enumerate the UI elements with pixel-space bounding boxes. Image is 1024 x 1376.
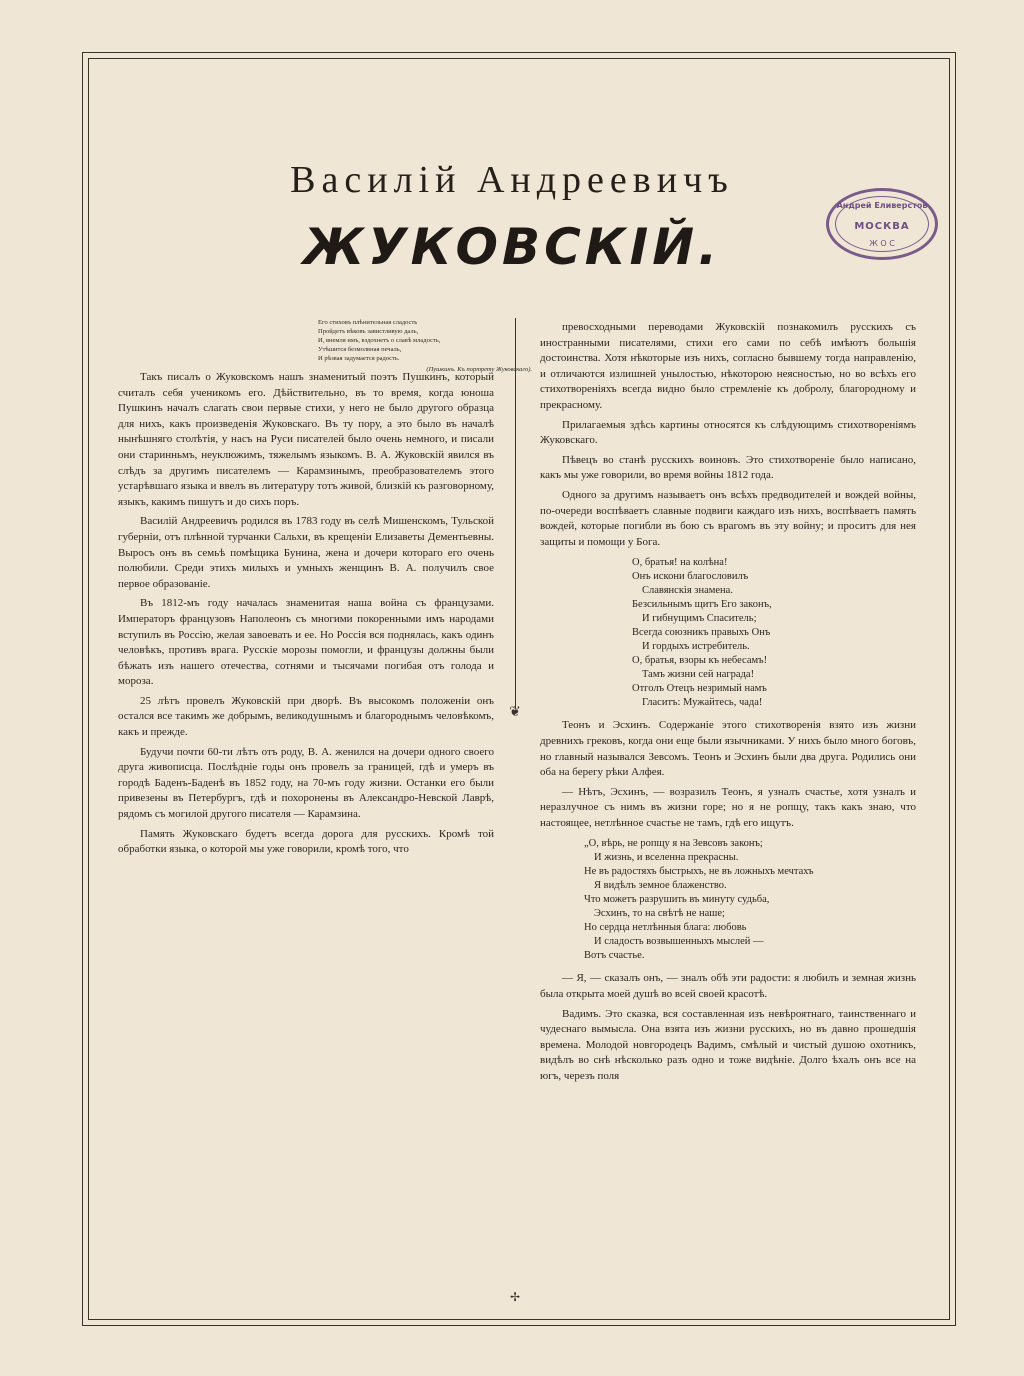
column-divider xyxy=(515,318,517,708)
poem-line: Эсхинъ, то на свѣтѣ не наше; xyxy=(594,908,725,920)
epigraph-line: Утѣшится безмолвная печаль, xyxy=(318,346,402,353)
poem-line: И гордыхъ истребитель. xyxy=(642,641,750,653)
title-surname: ЖУКОВСКІЙ. xyxy=(302,218,722,276)
paragraph: Одного за другимъ называетъ онъ всѣхъ предводителей и вождей войны, по-очереди воспѣваетъ славные подвиги каждаго изъ нихъ, воспѣваетъ память вождей, которые погибли въ бою съ врагомъ въ эту войну; и проситъ для нея защиты и помощи у Бога. xyxy=(540,488,916,548)
poem-line: И гибнущимъ Спаситель; xyxy=(642,613,757,625)
epigraph-line: И, внемля имъ, вздохнетъ о славѣ младость, xyxy=(318,337,441,344)
poem-line: Тамъ жизни сей награда! xyxy=(642,669,755,681)
paragraph: — Я, — сказалъ онъ, — зналъ обѣ эти радости: я любилъ и земная жизнь была открыта моей душѣ во всей своей красотѣ. xyxy=(540,972,916,1001)
epigraph-source: (Пушкинъ. Къ портрету Жуковскаго). xyxy=(426,366,532,373)
poem-line: Славянскія знамена. xyxy=(642,585,733,597)
poem-teon xyxy=(584,837,916,963)
poem-line: Но сердца нетлѣнныя блага: любовь xyxy=(584,922,747,934)
poem-line: О, братья, взоры къ небесамъ! xyxy=(632,655,768,667)
paragraph: Теонъ и Эсхинъ. Содержаніе этого стихотворенія взято изъ жизни древнихъ грековъ, когда они еще были язычниками. У нихъ было много боговъ, но главный назывался Зевсомъ. Теонъ и Эсхинъ были два друга. Родились они оба на берегу рѣки Алфея. xyxy=(540,719,916,779)
stamp-owner-name: Андрей Еливерстов xyxy=(836,201,928,210)
library-stamp xyxy=(826,188,938,260)
paragraph: Вадимъ. Это сказка, вся составленная изъ невѣроятнаго, таинственнаго и чудеснаго вымысла. Она взята изъ жизни русскихъ, но въ давно прошедшія времена. Молодой новгородецъ Вадимъ, смѣлый и чистый душою охотникъ, видѣлъ во снѣ нѣсколько разъ одно и тоже видѣніе. Долго ѣхалъ онъ все на югъ, черезъ поля xyxy=(540,1007,916,1083)
paragraph: Такъ писалъ о Жуковскомъ нашъ знаменитый поэтъ Пушкинъ, который считалъ себя ученикомъ его. Дѣйствительно, въ то время, когда юноша Пушкинъ началъ слагать свои первые стихи, у него не было другого образца для нихъ, какъ произведенія Жуковскаго. Въ ту пору, а это было въ началѣ нынѣшняго столѣтія, у насъ на Руси писателей было очень немного, и писали они старинньмъ, неуклюжимъ, тяжелымъ языкомъ. В. А. Жуковскій явился въ слѣдъ за другимъ писателемъ — Карамзинымъ, преобразователемъ этого устарѣвшаго языка и ввелъ въ литературу тотъ живой, близкій къ разговорному, языкъ, какимъ пишутъ и до сихъ поръ. xyxy=(118,371,494,508)
paragraph: Въ 1812-мъ году началась знаменитая наша война съ французами. Императоръ французовъ Наполеонъ съ многими покоренными имъ народами вступилъ въ Россію, желая завоевать и ее. Но Россія вся поднялась, какъ одинъ человѣкъ, противъ врага. Русскіе морозы помогли, и французы должны были бѣжать изъ нашего отечества, сотнями и тысячами погибая отъ голода и мороза. xyxy=(118,597,494,688)
poem-line: Вотъ счастье. xyxy=(584,950,645,962)
bottom-ornament-icon: ✢ xyxy=(509,1290,521,1304)
paragraph: Василій Андреевичъ родился въ 1783 году въ селѣ Мишенскомъ, Тульской губерніи, отъ плѣнной турчанки Сальхи, въ крещеніи Елизаветы Дементьевны. Выросъ онъ въ семьѣ помѣщика Бунина, жена и дочери котораго его очень полюбили. Среди этихъ милыхъ и умныхъ женщинъ В. А. получилъ свое первое образованіе. xyxy=(118,515,494,590)
poem-line: О, братья! на колѣна! xyxy=(632,557,728,569)
left-text-column xyxy=(118,370,494,1318)
paragraph: Пѣвецъ во станѣ русскихъ воиновъ. Это стихотвореніе было написано, какъ мы уже говорили, во время войны 1812 года. xyxy=(540,453,916,482)
title-first-name: Василій Андреевичъ xyxy=(290,159,734,201)
paragraph: Прилагаемыя здѣсь картины относятся къ слѣдующимъ стихотвореніямъ Жуковскаго. xyxy=(540,418,916,447)
poem-line: Я видѣлъ земное блаженство. xyxy=(594,880,727,892)
epigraph-line: Пройдетъ вѣковъ завистливую даль, xyxy=(318,328,419,335)
paragraph: Память Жуковскаго будетъ всегда дорога для русскихъ. Кромѣ той обработки языка, о которой мы уже говорили, кромѣ того, что xyxy=(118,827,494,856)
poem-line: Гласитъ: Мужайтесь, чада! xyxy=(642,697,763,709)
poem-pevets xyxy=(632,556,916,710)
poem-line: И жизнь, и вселенна прекрасны. xyxy=(594,852,739,864)
divider-ornament-icon: ❦ xyxy=(509,705,521,720)
epigraph-line: Его стиховъ плѣнительная сладость xyxy=(318,319,418,326)
poem-line: Отголъ Отецъ незримый намъ xyxy=(632,683,767,695)
stamp-code: Ж О С xyxy=(869,239,895,248)
poem-line: Не въ радостяхъ быстрыхъ, не въ ложныхъ мечтахъ xyxy=(584,866,814,878)
epigraph-line: И рѣзвая задумается радость. xyxy=(318,355,400,362)
stamp-city: МОСКВА xyxy=(854,221,910,232)
paragraph: превосходными переводами Жуковскій познакомилъ русскихъ съ иностранными писателями, стихи его сами по себѣ имѣютъ большія достоинства. Хотя нѣкоторые изъ нихъ, согласно бывшему тогда направленію, и отличаются излишней унылостью, нѣкоторою неясностью, но во всѣхъ его стихотвореніяхъ всегда видно было стремленіе къ добролу, благородному и прекрасному. xyxy=(540,321,916,411)
epigraph xyxy=(318,318,532,374)
right-text-column xyxy=(540,320,916,1318)
poem-line: „О, вѣрь, не ропщу я на Зевсовъ законъ; xyxy=(584,838,763,850)
poem-line: Онъ искони благословилъ xyxy=(632,571,749,583)
poem-line: Безсильнымъ щитъ Его законъ, xyxy=(632,599,772,611)
poem-line: Всегда союзникъ правыхъ Онъ xyxy=(632,627,771,639)
paragraph: — Нѣтъ, Эсхинъ, — возразилъ Теонъ, я узналъ счастье, хотя узналъ и неразлучное съ нимъ въ жизни горе; но я не ропщу, такъ какъ знаю, что настоящее, нетлѣнное счастье не тамъ, гдѣ его ищутъ. xyxy=(540,785,916,829)
poem-line: Что можетъ разрушить въ минуту судьба, xyxy=(584,894,770,906)
paragraph: 25 лѣтъ провелъ Жуковскій при дворѣ. Въ высокомъ положеніи онъ остался все такимъ же добрымъ, великодушнымъ и благороднымъ человѣкомъ, какъ и прежде. xyxy=(118,694,494,739)
poem-line: И сладость возвышенныхъ мыслей — xyxy=(594,936,764,948)
paragraph: Будучи почти 60-ти лѣтъ отъ роду, В. А. женился на дочери одного своего друга живописца. Послѣдніе годы онъ провелъ за границей, гдѣ и умеръ въ городѣ Баденъ-Баденѣ въ 1852 году, на 70-мъ году жизни. Останки его были привезены въ Петербургъ, гдѣ и похоронены въ Александро-Невской Лаврѣ, рядомъ съ могилой другого писателя — Карамзина. xyxy=(118,745,494,821)
